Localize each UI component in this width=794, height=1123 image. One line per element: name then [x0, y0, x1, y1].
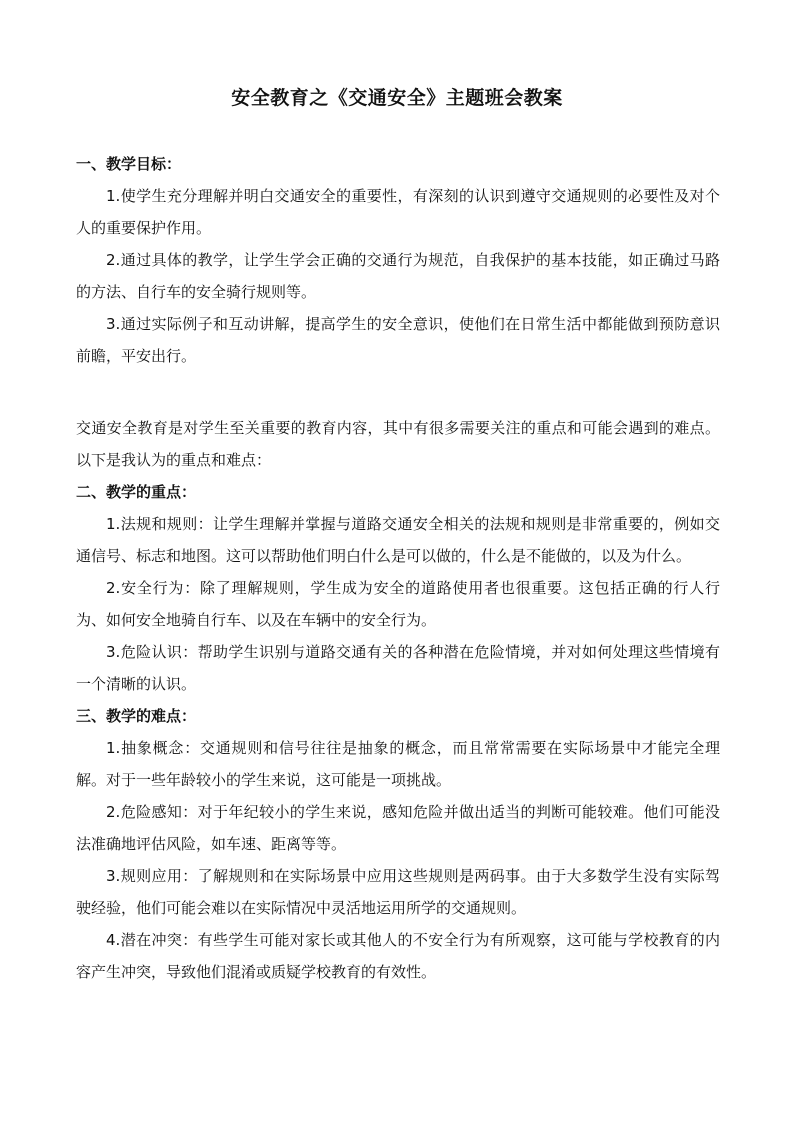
section-heading-difficulties: 三、教学的难点：: [76, 707, 197, 725]
objective-item: 3.通过实际例子和互动讲解，提高学生的安全意识，使他们在日常生活中都能做到预防意识前瞻，平安出行。: [76, 315, 720, 365]
key-point-item: 1.法规和规则：让学生理解并掌握与道路交通安全相关的法规和规则是非常重要的，例如交通信号、标志和地图。这可以帮助他们明白什么是可以做的，什么是不能做的，以及为什么。: [76, 515, 720, 565]
difficulty-item: 1.抽象概念：交通规则和信号往往是抽象的概念，而且常常需要在实际场景中才能完全理解。对于一些年龄较小的学生来说，这可能是一项挑战。: [76, 739, 720, 789]
section-heading-objectives: 一、教学目标：: [76, 155, 182, 173]
difficulty-item: 2.危险感知：对于年纪较小的学生来说，感知危险并做出适当的判断可能较难。他们可能没法准确地评估风险，如车速、距离等等。: [76, 803, 720, 853]
document-title: 安全教育之《交通安全》主题班会教案: [231, 87, 563, 109]
objective-item: 1.使学生充分理解并明白交通安全的重要性，有深刻的认识到遵守交通规则的必要性及对个人的重要保护作用。: [76, 187, 720, 237]
section-heading-key-points: 二、教学的重点：: [76, 483, 197, 501]
intro-paragraph: 交通安全教育是对学生至关重要的教育内容，其中有很多需要关注的重点和可能会遇到的难点。以下是我认为的重点和难点：: [76, 419, 720, 469]
paragraph-spacer: [76, 372, 720, 412]
document-body: [76, 148, 720, 988]
objective-item: 2.通过具体的教学，让学生学会正确的交通行为规范，自我保护的基本技能，如正确过马路的方法、自行车的安全骑行规则等。: [76, 251, 720, 301]
key-point-item: 2.安全行为：除了理解规则，学生成为安全的道路使用者也很重要。这包括正确的行人行为、如何安全地骑自行车、以及在车辆中的安全行为。: [76, 579, 720, 629]
difficulty-item: 4.潜在冲突：有些学生可能对家长或其他人的不安全行为有所观察，这可能与学校教育的内容产生冲突，导致他们混淆或质疑学校教育的有效性。: [76, 931, 720, 981]
key-point-item: 3.危险认识：帮助学生识别与道路交通有关的各种潜在危险情境，并对如何处理这些情境有一个清晰的认识。: [76, 643, 720, 693]
difficulty-item: 3.规则应用：了解规则和在实际场景中应用这些规则是两码事。由于大多数学生没有实际驾驶经验，他们可能会难以在实际情况中灵活地运用所学的交通规则。: [76, 867, 720, 917]
